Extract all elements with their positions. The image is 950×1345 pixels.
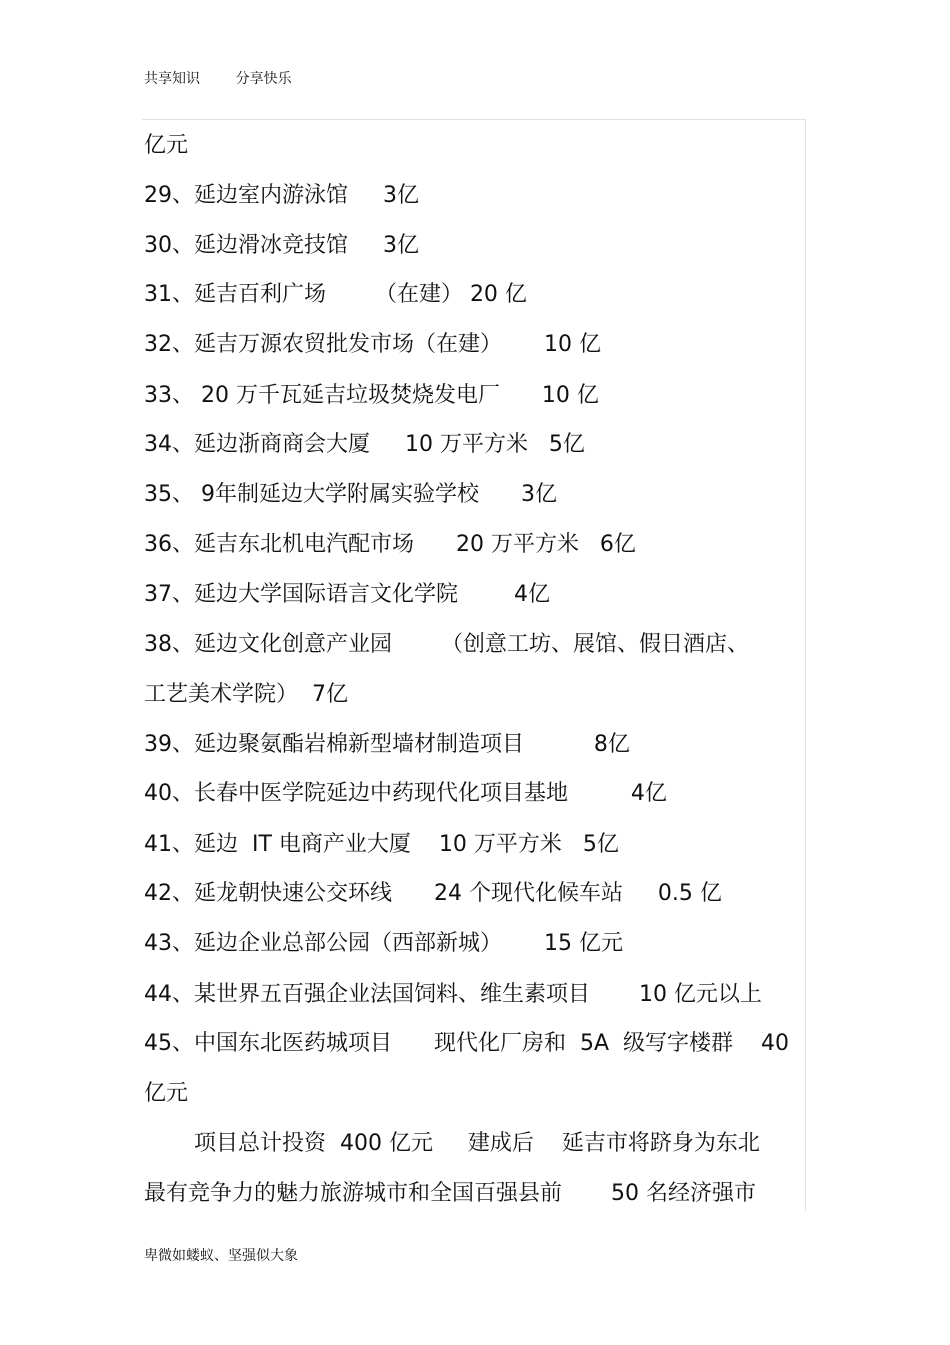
summary-paragraph-line-1: 项目总计投资 400 亿元 建成后 延吉市将跻身为东北 xyxy=(194,1131,760,1156)
list-item-31: 31、延吉百利广场 （在建） 20 亿 xyxy=(144,282,527,307)
list-item-34: 34、延边浙商商会大厦 10 万平方米 5亿 xyxy=(144,432,585,457)
list-item-44: 44、某世界五百强企业法国饲料、维生素项目 10 亿元以上 xyxy=(144,982,762,1007)
list-item-29: 29、延边室内游泳馆 3亿 xyxy=(144,183,419,208)
list-item-45: 45、中国东北医药城项目 现代化厂房和 5A 级写字楼群 40 xyxy=(144,1031,789,1056)
list-item-37: 37、延边大学国际语言文化学院 4亿 xyxy=(144,582,550,607)
list-item-30: 30、延边滑冰竞技馆 3亿 xyxy=(144,233,419,258)
page-header xyxy=(144,70,292,88)
header-left-text: 共享知识 xyxy=(144,71,200,87)
list-item-32: 32、延吉万源农贸批发市场（在建） 10 亿 xyxy=(144,332,601,357)
text-line-1: 亿元 xyxy=(144,133,189,158)
list-item-33: 33、 20 万千瓦延吉垃圾焚烧发电厂 10 亿 xyxy=(144,383,599,408)
list-item-45-continued: 亿元 xyxy=(144,1081,189,1106)
list-item-42: 42、延龙朝快速公交环线 24 个现代化候车站 0.5 亿 xyxy=(144,881,722,906)
list-item-35: 35、 9年制延边大学附属实验学校 3亿 xyxy=(144,482,557,507)
list-item-38: 38、延边文化创意产业园 （创意工坊、展馆、假日酒店、 xyxy=(144,632,749,657)
list-item-38-continued: 工艺美术学院） 7亿 xyxy=(144,682,348,707)
list-item-36: 36、延吉东北机电汽配市场 20 万平方米 6亿 xyxy=(144,532,636,557)
list-item-43: 43、延边企业总部公园（西部新城） 15 亿元 xyxy=(144,931,623,956)
page-footer: 卑微如蝼蚁、坚强似大象 xyxy=(144,1248,298,1264)
list-item-41: 41、延边 IT 电商产业大厦 10 万平方米 5亿 xyxy=(144,832,619,857)
list-item-40: 40、长春中医学院延边中药现代化项目基地 4亿 xyxy=(144,781,667,806)
summary-paragraph-line-2: 最有竞争力的魅力旅游城市和全国百强县前 50 名经济强市 xyxy=(144,1181,756,1206)
header-right-text: 分享快乐 xyxy=(235,71,292,87)
list-item-39: 39、延边聚氨酯岩棉新型墙材制造项目 8亿 xyxy=(144,732,630,757)
